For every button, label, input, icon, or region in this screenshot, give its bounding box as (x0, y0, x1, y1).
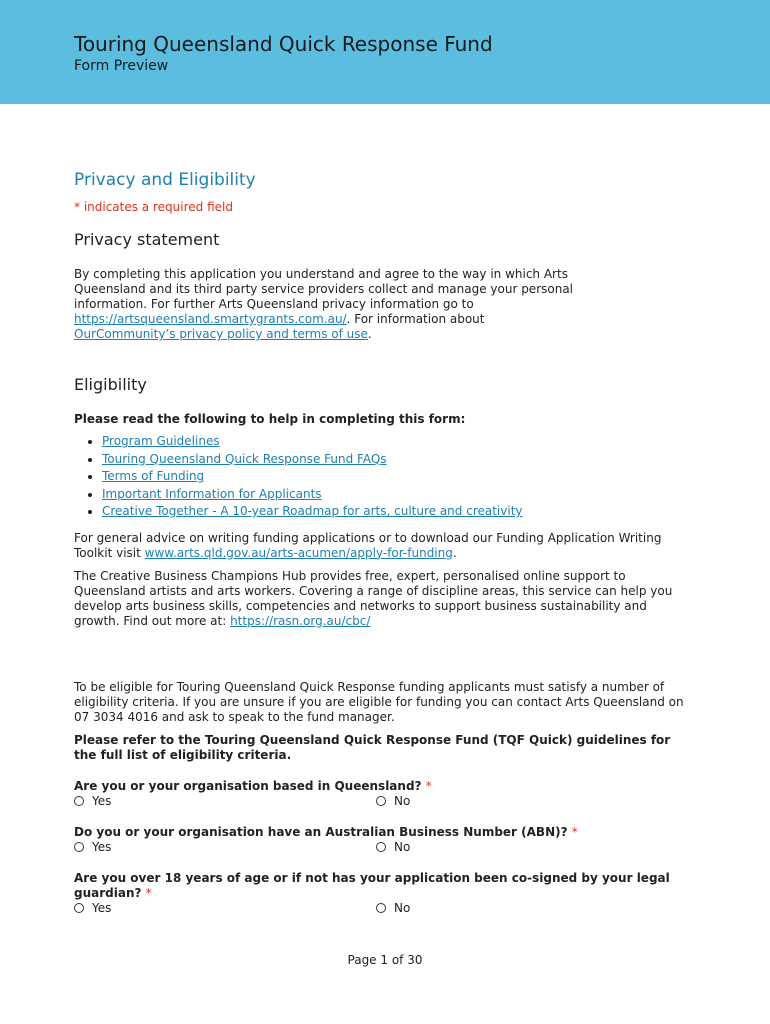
radio-label: Yes (92, 900, 112, 915)
page-number: Page 1 of 30 (347, 953, 423, 967)
required-marker: * (425, 778, 432, 793)
radio-label: Yes (92, 839, 112, 854)
creative-together-link[interactable]: Creative Together - A 10-year Roadmap for arts, culture and creativity (102, 504, 523, 518)
question-over-18 (74, 871, 684, 916)
radio-circle-icon[interactable] (74, 796, 84, 806)
required-note: * indicates a required field (74, 200, 233, 214)
faqs-link[interactable]: Touring Queensland Quick Response Fund FAQs (102, 451, 387, 466)
question-abn (74, 825, 684, 855)
question-text: Are you or your organisation based in Queensland? (74, 778, 422, 793)
refer-guidelines: Please refer to the Touring Queensland Quick Response Fund (TQF Quick) guidelines for the full list of eligibility criteria. (74, 732, 671, 762)
radio-circle-icon[interactable] (74, 903, 84, 913)
radio-group (74, 840, 684, 855)
radio-group (74, 901, 684, 916)
form-content (74, 170, 684, 916)
privacy-text-between: . For information about (346, 312, 485, 326)
list-item (102, 451, 684, 469)
form-subtitle: Form Preview (74, 58, 169, 74)
radio-label: Yes (92, 793, 112, 808)
program-guidelines-link[interactable]: Program Guidelines (102, 434, 220, 448)
advice-text: For general advice on writing funding applications or to download our Funding Application Writing Toolkit visit (74, 530, 662, 560)
important-information-link[interactable]: Important Information for Applicants (102, 486, 322, 501)
question-based-in-queensland (74, 779, 684, 809)
radio-label: No (394, 839, 411, 854)
arts-acumen-link[interactable]: www.arts.qld.gov.au/arts-acumen/apply-for-funding (144, 545, 453, 560)
hub-paragraph (74, 569, 684, 629)
question-label (74, 825, 684, 840)
radio-yes[interactable] (74, 794, 111, 809)
required-marker: * (571, 824, 578, 839)
privacy-text: By completing this application you understand and agree to the way in which Arts Queensland and its third party service providers collect and manage your personal information. For further Arts Queensland privacy information go to (74, 267, 574, 311)
radio-group (74, 794, 684, 809)
radio-yes[interactable] (74, 901, 111, 916)
eligibility-intro: Please read the following to help in completing this form: (74, 412, 466, 426)
radio-label: No (394, 900, 411, 915)
list-item (102, 433, 684, 451)
smartygrants-link[interactable]: https://artsqueensland.smartygrants.com.au/ (74, 312, 347, 326)
radio-circle-icon[interactable] (376, 842, 386, 852)
advice-end: . (452, 545, 457, 560)
radio-label: No (394, 793, 411, 808)
privacy-text-end: . (367, 327, 372, 341)
radio-circle-icon[interactable] (74, 842, 84, 852)
radio-no[interactable] (376, 901, 410, 916)
form-title: Touring Queensland Quick Response Fund (74, 32, 493, 56)
question-label (74, 779, 684, 794)
privacy-policy-link[interactable]: OurCommunity’s privacy policy and terms of use (74, 327, 368, 341)
rasn-link[interactable]: https://rasn.org.au/cbc/ (230, 613, 371, 628)
section-title: Privacy and Eligibility (74, 170, 256, 190)
radio-no[interactable] (376, 794, 410, 809)
eligibility-heading: Eligibility (74, 375, 147, 394)
radio-circle-icon[interactable] (376, 796, 386, 806)
radio-yes[interactable] (74, 840, 111, 855)
required-marker: * (145, 885, 152, 900)
hub-text: The Creative Business Champions Hub provides free, expert, personalised online support to Queensland artists and arts workers. Covering a range of discipline areas, this service can help you develop arts business skills, competencies and networks to support business sustainability and growth. Find out more at: (74, 568, 673, 628)
radio-no[interactable] (376, 840, 410, 855)
list-item (102, 503, 684, 521)
list-item (102, 486, 684, 504)
question-text: Do you or your organisation have an Australian Business Number (ABN)? (74, 824, 568, 839)
advice-paragraph (74, 531, 684, 561)
question-text: Are you over 18 years of age or if not has your application been co-signed by your legal guardian? (74, 870, 670, 900)
form-header (0, 0, 770, 104)
privacy-statement (74, 267, 584, 342)
criteria-paragraph: To be eligible for Touring Queensland Quick Response funding applicants must satisfy a number of eligibility criteria. If you are unsure if you are eligible for funding you can contact Arts Queensland on 07 3034 4016 and ask to speak to the fund manager. (74, 679, 684, 724)
terms-of-funding-link[interactable]: Terms of Funding (102, 469, 205, 483)
question-label (74, 871, 684, 901)
radio-circle-icon[interactable] (376, 903, 386, 913)
privacy-heading: Privacy statement (74, 230, 220, 249)
list-item (102, 468, 684, 486)
resource-links (74, 433, 684, 521)
